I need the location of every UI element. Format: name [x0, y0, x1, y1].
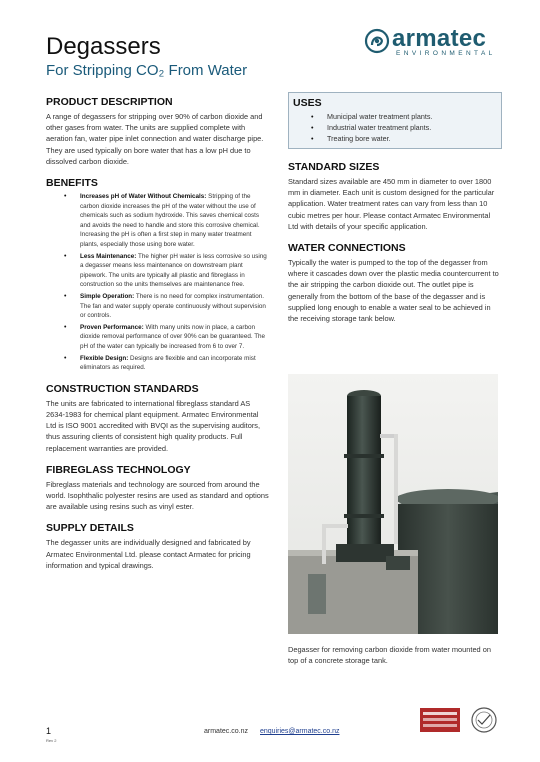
- page-subtitle: For Stripping CO₂ From Water: [46, 62, 248, 79]
- section-heading: STANDARD SIZES: [288, 161, 380, 173]
- benefit-text: With many units now in place, a carbon dioxide removal performance of over 90% can be guaranteed. The pH of the water can typically be increased from 6 to over 7.: [80, 323, 266, 350]
- section-heading: CONSTRUCTION STANDARDS: [46, 382, 199, 395]
- benefit-text: Stripping of the carbon dioxide increases the pH of the water without the use of chemicals such as sodium hydroxide. This saves chemical costs and avoids the need to handle and store this corrosive chemical. Increasing the pH is often a first step in many water treatment plants, especially those using bore water.: [80, 193, 260, 248]
- page-number: 1: [46, 726, 52, 736]
- benefit-text: Designs are flexible and can incorporate mist eliminators as required.: [80, 354, 256, 372]
- iso-certification-badge: [420, 706, 506, 734]
- list-item: [80, 192, 270, 250]
- benefit-title: Increases pH of Water Without Chemicals:: [80, 193, 207, 201]
- list-item: • Treating bore water.: [327, 133, 495, 144]
- benefit-title: Less Maintenance:: [80, 252, 137, 260]
- product-description-section: [46, 96, 270, 167]
- section-heading: PRODUCT DESCRIPTION: [46, 96, 173, 108]
- revision-label: Rev 2: [46, 738, 57, 743]
- list-item: [80, 292, 270, 321]
- section-heading: WATER CONNECTIONS: [288, 242, 406, 255]
- logo-wordmark: armatec: [392, 25, 487, 52]
- section-text: A range of degassers for stripping over 90% of carbon dioxide and other gases from water. The units are supplied complete with aeration fan, water pipe inlet connection and water discharge pipe. They are used typically on bore water that has a low pH due to dissolved carbon dioxide.: [46, 112, 264, 166]
- list-item: • Municipal water treatment plants.: [327, 111, 495, 122]
- section-text: Typically the water is pumped to the top of the degasser from where it cascades down over the plastic media countercurrent to the air stripping the carbon dioxide out. The outlet pipe is generally from the bottom of the base of the degasser and is supplied long enough to enable a water seal to be achieved in the receiving storage tank below.: [288, 258, 499, 324]
- right-column: [288, 92, 502, 334]
- section-heading: FIBREGLASS TECHNOLOGY: [46, 463, 191, 476]
- logo-tagline: ENVIRONMENTAL: [396, 50, 496, 57]
- list-item: • Industrial water treatment plants.: [327, 122, 495, 133]
- benefits-section: [46, 177, 270, 373]
- section-heading: SUPPLY DETAILS: [46, 522, 134, 535]
- construction-section: [46, 383, 270, 454]
- section-heading: BENEFITS: [46, 177, 98, 190]
- website-link[interactable]: armatec.co.nz: [204, 728, 248, 735]
- certification-icon: [420, 706, 506, 734]
- list-item: [80, 354, 270, 373]
- section-text: Standard sizes available are 450 mm in diameter to over 1800 mm in diameter. Each unit is custom designed for the particular application. Water treatment rates can vary from less than 10 cubic metres per hour. Please contact Armatec Environmental Ltd with details of your specific application.: [288, 177, 495, 231]
- benefits-list: [46, 192, 270, 373]
- armatec-logo-icon: [364, 28, 390, 54]
- armatec-logo: [364, 26, 514, 62]
- uses-box: [288, 92, 502, 149]
- benefit-text: There is no need for complex instrumentation. The fan and water supply operate continuously without supervision or controls.: [80, 292, 266, 320]
- email-link[interactable]: enquiries@armatec.co.nz: [260, 728, 340, 735]
- benefit-title: Proven Performance:: [80, 323, 144, 331]
- section-text: The units are fabricated to international fibreglass standard AS 2634-1983 for chemical plant equipment. Armatec Environmental Ltd is ISO 9001 accredited with BVQI as the supervising auditors, thus assuring clients of consistent high quality products. Full replacement warranties are provided.: [46, 398, 261, 453]
- degasser-photo: [288, 374, 498, 634]
- list-item: [80, 252, 270, 290]
- degasser-photo-illustration: [288, 374, 498, 634]
- photo-caption: Degasser for removing carbon dioxide from water mounted on top of a concrete storage tank.: [288, 645, 491, 666]
- page-title: Degassers: [46, 33, 161, 60]
- section-text: Fibreglass materials and technology are sourced from around the world. Isophthalic polyester resins are used as standard and options are available using resins such as vinyl ester.: [46, 479, 269, 512]
- list-item: [80, 323, 270, 352]
- benefit-title: Flexible Design:: [80, 354, 129, 362]
- fibreglass-section: [46, 464, 270, 513]
- standard-sizes-section: [288, 161, 502, 232]
- section-heading: USES: [293, 97, 322, 109]
- supply-section: [46, 522, 270, 571]
- section-text: The degasser units are individually designed and fabricated by Armatec Environmental Ltd. please contact Armatec for pricing information and typical drawings.: [46, 538, 251, 570]
- benefit-title: Simple Operation:: [80, 292, 135, 300]
- water-connections-section: [288, 242, 502, 324]
- uses-list: [293, 111, 495, 144]
- left-column: [46, 96, 270, 581]
- benefit-text: The higher pH water is less corrosive so using a degasser means less maintenance on downstream plant pipework. The units are typically all plastic and fibreglass in construction so the units themselves are maintenance free.: [80, 252, 267, 289]
